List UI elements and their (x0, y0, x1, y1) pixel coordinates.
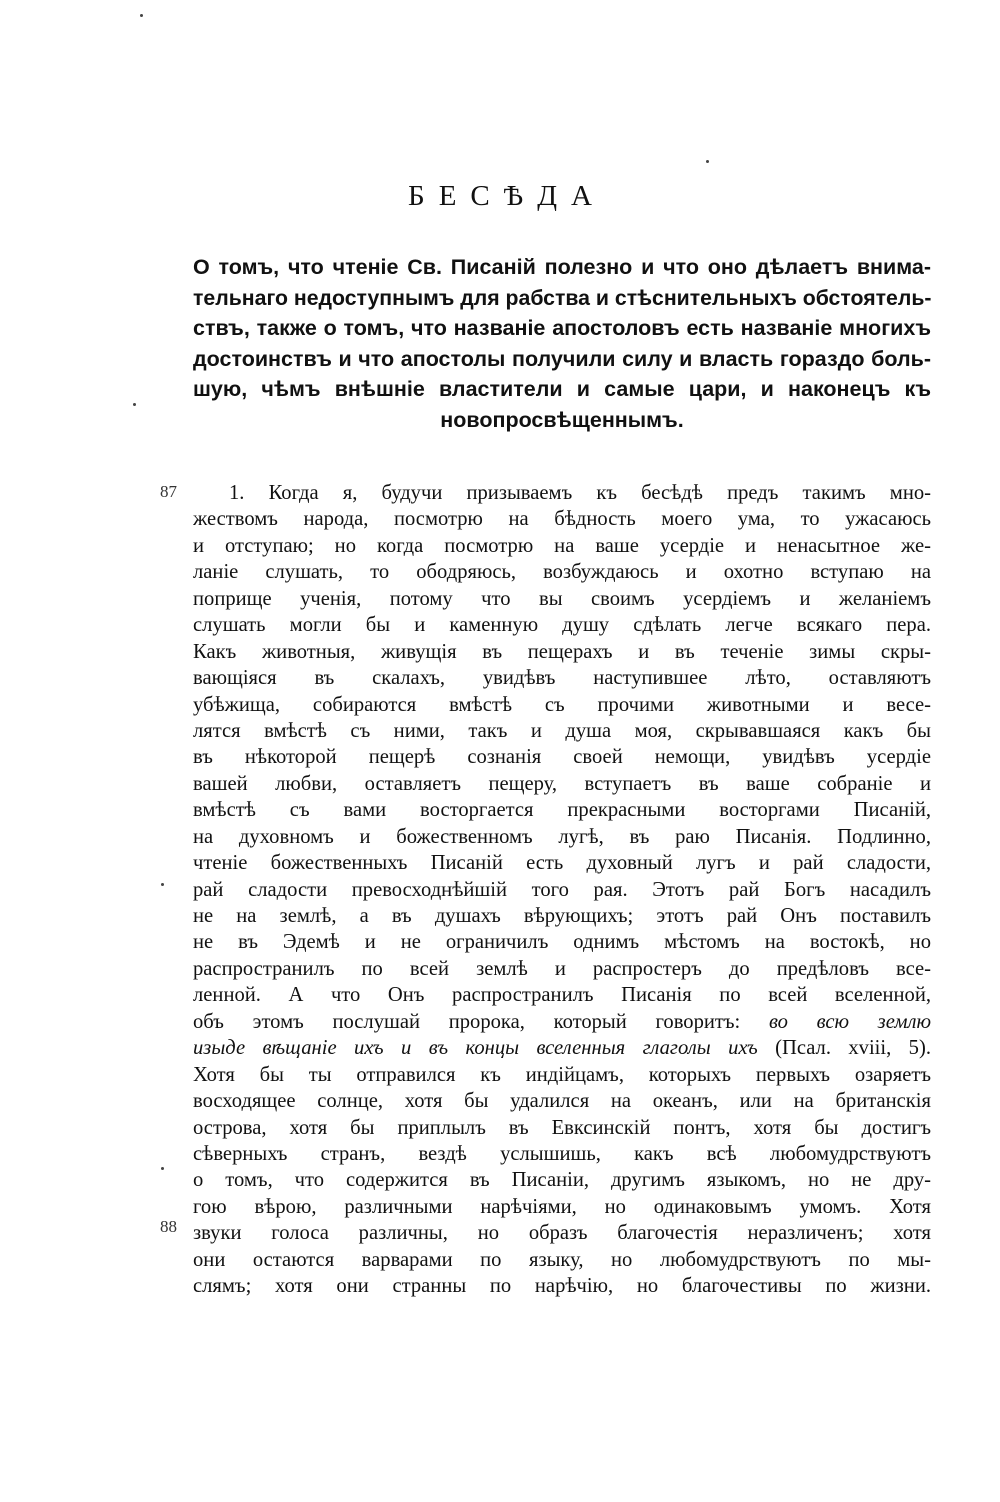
margin-page-number: 88 (160, 1217, 177, 1236)
text-line: ланіе слушать, то ободряюсь, возбуждаюсь и охотно вступаю на (193, 561, 931, 584)
text-line: и отступаю; но когда посмотрю на ваше усердіе и ненасытное же- (193, 534, 931, 557)
scripture-quote: изыде вѣщаніе ихъ и въ концы вселенныя глаголы ихъ (193, 1037, 758, 1060)
text-line: восходящее солнце, хотя бы удалился на океанъ, или на британскія (193, 1090, 931, 1113)
text-line: вающіяся въ скалахъ, увидѣвъ наступившее лѣто, оставляютъ (193, 667, 931, 690)
text-line: убѣжища, собираются вмѣстѣ съ прочими животными и весе- (193, 693, 931, 716)
text-line: не на землѣ, а въ душахъ вѣрующихъ; этотъ рай Онъ поставилъ (193, 905, 931, 927)
scan-speck (161, 1167, 164, 1170)
text-line: лятся вмѣстѣ съ ними, такъ и душа моя, скрывавшаяся какъ бы (193, 719, 931, 742)
text-line: рай сладости превосходнѣйшій того рая. Этотъ рай Богъ насадилъ (193, 878, 931, 901)
subtitle-line: шую, чѣмъ внѣшніе властители и самые цари, и наконецъ къ (193, 377, 931, 402)
text-line: вмѣстѣ съ вами восторгается прекрасными восторгами Писаній, (193, 799, 931, 822)
text-line: ленной. А что Онъ распространилъ Писанія по всей вселенной, (193, 984, 931, 1007)
text-segment: объ этомъ послушай пророка, который говоритъ: (193, 1010, 741, 1033)
subtitle-line: новопросвѣщеннымъ. (440, 407, 684, 432)
scripture-quote: во всю землю (768, 1010, 931, 1033)
text-line: Какъ животныя, живущія въ пещерахъ и въ теченіе зимы скры- (193, 640, 931, 663)
scan-speck (140, 14, 143, 17)
scan-speck (133, 403, 136, 406)
text-line: въ нѣкоторой пещерѣ сознанія своей немощи, увидѣвъ усердіе (193, 746, 931, 769)
subtitle-line: тельнаго недоступнымъ для рабства и стѣснительныхъ обстоятель- (193, 285, 932, 310)
text-line: Хотя бы ты отправился къ индійцамъ, которыхъ первыхъ озаряетъ (193, 1063, 931, 1086)
text-line: чтеніе божественныхъ Писаній есть духовный лугъ и рай сладости, (193, 852, 931, 875)
scan-speck (161, 883, 164, 886)
margin-page-number: 87 (160, 482, 177, 501)
text-line: распространилъ по всей землѣ и распростеръ до предѣловъ все- (193, 957, 931, 980)
text-line: поприще ученія, потому что вы своимъ усердіемъ и желаніемъ (193, 587, 931, 610)
text-line-with-quote (193, 1035, 931, 1061)
text-line: жествомъ народа, посмотрю на бѣдность моего ума, то ужасаюсь (193, 508, 931, 531)
text-line: острова, хотя бы приплылъ въ Евксинскій понтъ, хотя бы достигъ (193, 1116, 931, 1139)
text-line: они остаются варварами по языку, но любомудрствуютъ по мы- (193, 1248, 931, 1271)
subtitle-line: достоинствъ и что апостолы получили силу и власть гораздо боль- (193, 346, 931, 371)
text-line: о томъ, что содержится въ Писаніи, другимъ языкомъ, но не дру- (193, 1169, 931, 1192)
text-line: вашей любви, оставляетъ пещеру, вступаетъ въ ваше собраніе и (193, 772, 931, 795)
body-text (193, 480, 931, 1300)
subtitle-line: О томъ, что чтеніе Св. Писаній полезно и что оно дѣлаетъ внима- (193, 255, 931, 279)
text-line: слушать могли бы и каменную душу сдѣлать легче всякаго пера. (193, 614, 931, 637)
text-line: звуки голоса различны, но образъ благочестія неразличенъ; хотя (193, 1222, 931, 1245)
text-line-with-quote (193, 1009, 931, 1035)
text-line: слямъ; хотя они странны по нарѣчію, но благочестивы по жизни. (193, 1275, 931, 1298)
scan-speck (706, 160, 709, 163)
text-line: не въ Эдемѣ и не ограничилъ однимъ мѣстомъ на востокѣ, но (193, 931, 931, 954)
sermon-subtitle (193, 252, 931, 436)
text-line: сѣверныхъ странъ, вездѣ услышишь, какъ всѣ любомудрствуютъ (193, 1142, 931, 1165)
scripture-reference: (Псал. xviii, 5). (775, 1037, 931, 1060)
text-line: 1. Когда я, будучи призываемъ къ бесѣдѣ предъ такимъ мно- (229, 482, 931, 504)
subtitle-line: ствъ, также о томъ, что названіе апостоловъ есть названіе многихъ (193, 316, 931, 341)
page-title: БЕСѢДА (408, 180, 606, 212)
text-line: гою вѣрою, различными нарѣчіями, но одинаковымъ умомъ. Хотя (193, 1195, 931, 1218)
text-line: на духовномъ и божественномъ лугѣ, въ раю Писанія. Подлинно, (193, 825, 931, 848)
